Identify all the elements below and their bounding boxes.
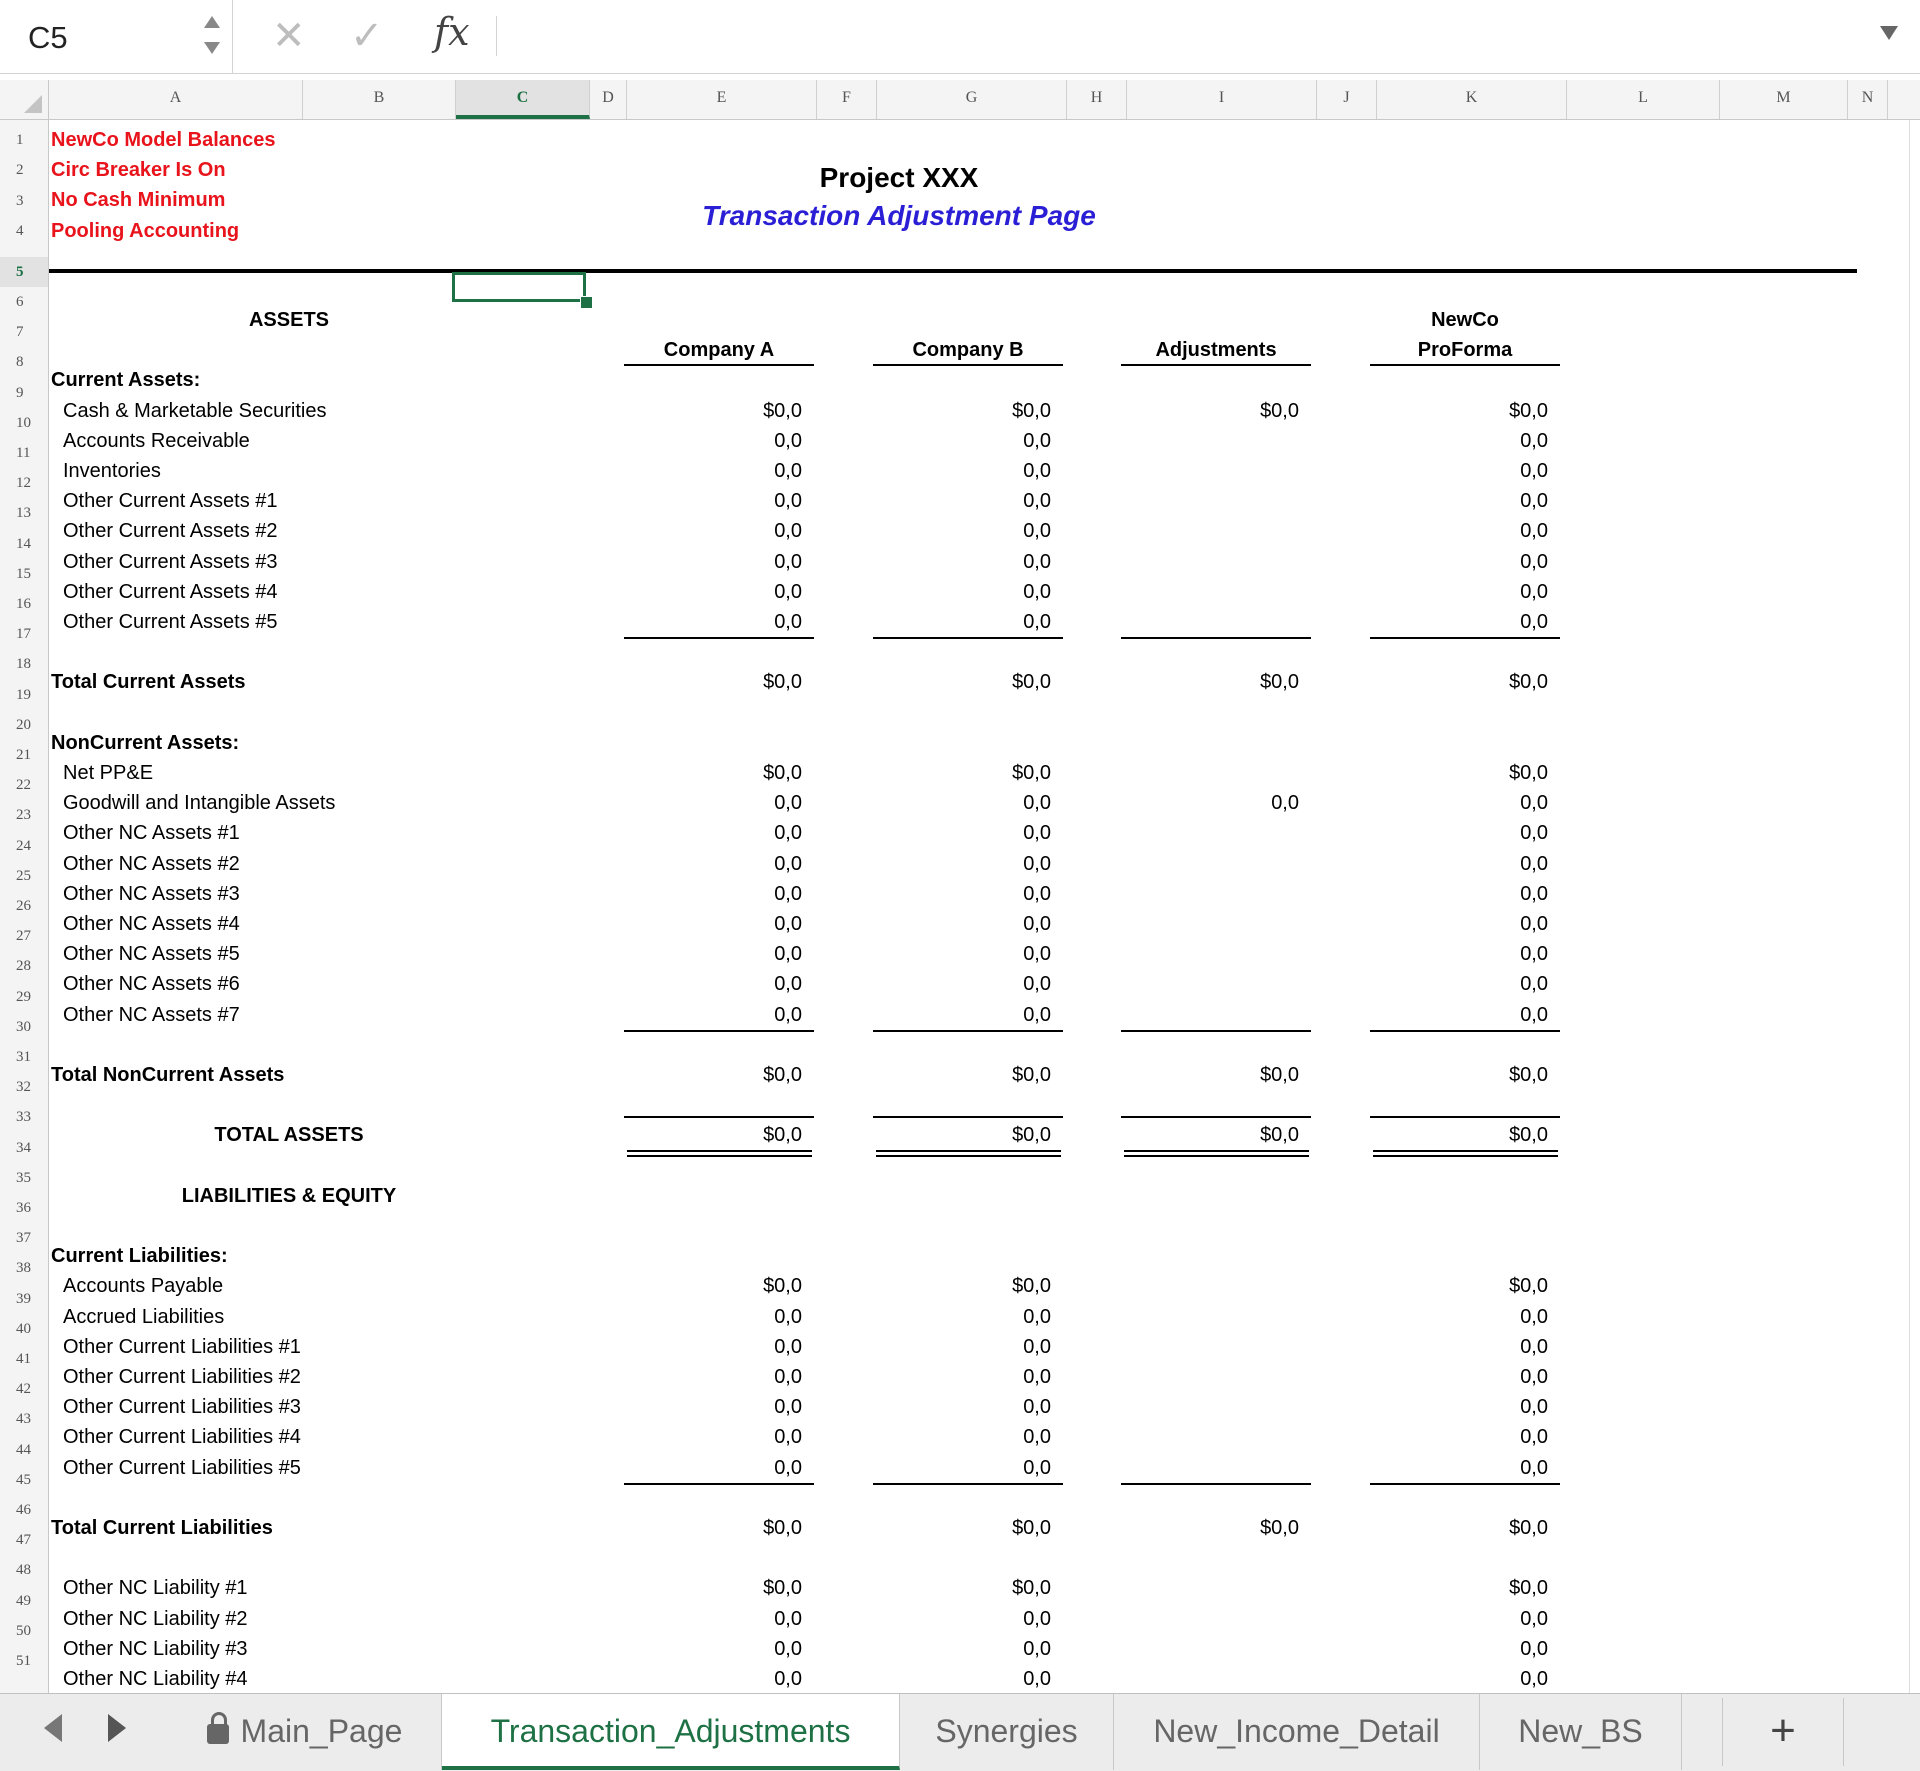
value-cell-n[interactable]: 0,0 — [1520, 460, 1548, 482]
header-underline — [1121, 364, 1311, 366]
value-cell-a[interactable]: 0,0 — [774, 1668, 802, 1690]
column-header-n[interactable]: N — [1848, 80, 1888, 119]
value-cell-n[interactable]: $0,0 — [1509, 1577, 1548, 1600]
sheet-grid[interactable] — [49, 120, 1920, 1693]
value-cell-n[interactable]: $0,0 — [1509, 671, 1548, 694]
value-cell-n[interactable]: 0,0 — [1520, 1366, 1548, 1388]
row-label[interactable]: Other Current Assets #2 — [63, 520, 278, 543]
row-label[interactable]: Other NC Assets #5 — [63, 943, 240, 966]
value-cell-n[interactable]: $0,0 — [1509, 1517, 1548, 1539]
row-header[interactable]: 34 — [16, 1139, 31, 1156]
row-header[interactable]: 14 — [16, 535, 31, 552]
row-label[interactable]: Other Current Liabilities #2 — [63, 1366, 301, 1388]
tab-label: New_BS — [1518, 1713, 1643, 1749]
column-header-d[interactable]: D — [590, 80, 627, 119]
column-header-h[interactable]: H — [1067, 80, 1127, 119]
column-header-a[interactable]: A — [49, 80, 303, 119]
value-cell-n[interactable]: 0,0 — [1520, 580, 1548, 603]
value-cell-n[interactable]: 0,0 — [1520, 1607, 1548, 1630]
value-cell-b[interactable]: $0,0 — [1012, 399, 1051, 422]
tab-synergies[interactable] — [900, 1694, 1114, 1770]
value-cell-adj[interactable]: $0,0 — [1260, 399, 1299, 422]
value-cell-b[interactable]: 0,0 — [1023, 550, 1051, 573]
row-header[interactable]: 15 — [16, 565, 31, 582]
row-header[interactable]: 6 — [16, 294, 24, 310]
row-header[interactable]: 31 — [16, 1049, 31, 1065]
value-cell-n[interactable]: 0,0 — [1520, 822, 1548, 845]
value-cell-b[interactable]: 0,0 — [1023, 973, 1051, 996]
value-cell-a[interactable]: 0,0 — [774, 1607, 802, 1630]
row-header[interactable]: 3 — [16, 192, 24, 209]
value-cell-a[interactable]: $0,0 — [763, 1275, 802, 1298]
row-label[interactable]: Other NC Assets #2 — [63, 852, 240, 875]
column-header-l[interactable]: L — [1567, 80, 1720, 119]
row-header[interactable]: 40 — [16, 1320, 31, 1337]
double-underline — [1373, 1150, 1558, 1152]
value-cell-n[interactable]: 0,0 — [1520, 550, 1548, 573]
row-label[interactable]: Other NC Assets #6 — [63, 973, 240, 996]
column-header-i[interactable]: I — [1127, 80, 1317, 119]
row-header[interactable]: 44 — [16, 1441, 31, 1458]
column-header-b[interactable]: B — [303, 80, 456, 119]
name-box-value[interactable]: C5 — [28, 20, 68, 55]
next-sheet-icon[interactable] — [108, 1714, 126, 1742]
row-header[interactable]: 18 — [16, 656, 31, 673]
lock-icon — [207, 1724, 229, 1744]
col-head-proforma[interactable]: ProForma — [1417, 339, 1513, 361]
double-underline — [876, 1150, 1061, 1152]
row-header[interactable]: 26 — [16, 898, 31, 914]
subtotal-underline — [624, 1483, 814, 1485]
page-subtitle[interactable]: Transaction Adjustment Page — [702, 200, 1096, 231]
value-cell-n[interactable]: 0,0 — [1520, 882, 1548, 905]
total-overline — [1370, 1116, 1560, 1118]
value-cell-a[interactable]: 0,0 — [774, 490, 802, 513]
column-header-j[interactable]: J — [1317, 80, 1377, 119]
row-header[interactable]: 9 — [16, 384, 24, 401]
value-cell-a[interactable]: 0,0 — [774, 822, 802, 845]
value-cell-b[interactable]: 0,0 — [1023, 1426, 1051, 1449]
row-label[interactable]: Goodwill and Intangible Assets — [63, 792, 336, 815]
name-box-stepper-icon[interactable] — [200, 10, 224, 62]
value-cell-b[interactable]: 0,0 — [1023, 943, 1051, 966]
value-cell-adj[interactable]: $0,0 — [1260, 1517, 1299, 1539]
subtotal-underline — [873, 1483, 1063, 1485]
value-cell-a[interactable]: 0,0 — [774, 882, 802, 905]
value-cell-b[interactable]: 0,0 — [1023, 882, 1051, 905]
row-label[interactable]: Other Current Assets #1 — [63, 490, 278, 513]
value-cell-b[interactable]: 0,0 — [1023, 429, 1051, 452]
tab-label: Transaction_Adjustments — [490, 1713, 851, 1749]
row-header[interactable]: 32 — [16, 1079, 31, 1096]
column-header-k[interactable]: K — [1377, 80, 1567, 119]
value-cell-adj[interactable]: $0,0 — [1260, 671, 1299, 694]
value-cell-n[interactable]: $0,0 — [1509, 762, 1548, 784]
value-cell-b[interactable]: 0,0 — [1023, 1396, 1051, 1419]
header-underline — [1370, 364, 1560, 366]
column-header-c[interactable]: C — [456, 80, 590, 119]
value-cell-n[interactable]: 0,0 — [1520, 1305, 1548, 1328]
row-label[interactable]: Other Current Assets #4 — [63, 580, 278, 603]
value-cell-n[interactable]: 0,0 — [1520, 1456, 1548, 1479]
value-cell-a[interactable]: 0,0 — [774, 792, 802, 815]
value-cell-b[interactable]: $0,0 — [1012, 1064, 1051, 1086]
row-header-column — [0, 120, 49, 1693]
value-cell-adj[interactable]: $0,0 — [1260, 1124, 1299, 1147]
row-label[interactable]: Other Current Liabilities #3 — [63, 1396, 301, 1419]
row-label[interactable]: Other NC Assets #1 — [63, 822, 240, 845]
formula-input[interactable] — [500, 8, 1860, 64]
row-label[interactable]: TOTAL ASSETS — [214, 1124, 364, 1147]
select-all-icon — [24, 95, 42, 113]
row-label[interactable]: Other Current Liabilities #4 — [63, 1426, 301, 1449]
value-cell-n[interactable]: $0,0 — [1509, 1064, 1548, 1086]
row-header[interactable]: 25 — [16, 867, 31, 884]
row-header[interactable]: 51 — [16, 1653, 31, 1669]
row-label[interactable]: Accounts Receivable — [63, 429, 250, 452]
value-cell-a[interactable]: 0,0 — [774, 611, 802, 633]
header-divider-line — [49, 269, 1857, 273]
tab-transaction-adjustments[interactable] — [442, 1694, 900, 1770]
value-cell-b[interactable]: 0,0 — [1023, 611, 1051, 633]
row-label[interactable]: Total Current Liabilities — [51, 1517, 273, 1539]
row-label[interactable]: Other NC Assets #3 — [63, 882, 240, 905]
row-header[interactable]: 50 — [16, 1622, 31, 1639]
prev-sheet-icon[interactable] — [44, 1714, 62, 1742]
value-cell-b[interactable]: 0,0 — [1023, 1366, 1051, 1388]
double-underline — [1124, 1150, 1309, 1152]
value-cell-b[interactable]: 0,0 — [1023, 822, 1051, 845]
row-header[interactable]: 39 — [16, 1290, 31, 1307]
value-cell-a[interactable]: 0,0 — [774, 460, 802, 482]
value-cell-b[interactable]: $0,0 — [1012, 1517, 1051, 1539]
column-header-m[interactable]: M — [1720, 80, 1848, 119]
row-label[interactable]: Total NonCurrent Assets — [51, 1064, 285, 1086]
value-cell-b[interactable]: $0,0 — [1012, 671, 1051, 694]
double-underline — [627, 1150, 812, 1152]
value-cell-b[interactable]: $0,0 — [1012, 1275, 1051, 1298]
row-header[interactable]: 43 — [16, 1411, 31, 1428]
row-header[interactable]: 29 — [16, 988, 31, 1005]
row-header[interactable]: 5 — [0, 257, 48, 287]
select-all-corner[interactable] — [0, 80, 49, 119]
value-cell-a[interactable]: $0,0 — [763, 1064, 802, 1086]
row-header[interactable]: 41 — [16, 1351, 31, 1367]
value-cell-n[interactable]: 0,0 — [1520, 1426, 1548, 1449]
value-cell-a[interactable]: $0,0 — [763, 1517, 802, 1539]
subtotal-underline — [873, 1030, 1063, 1032]
column-header-row — [0, 80, 1920, 120]
value-cell-n[interactable]: 0,0 — [1520, 852, 1548, 875]
subtotal-underline — [873, 637, 1063, 639]
row-label[interactable]: Net PP&E — [63, 762, 154, 784]
row-label[interactable]: Other Current Liabilities #1 — [63, 1335, 301, 1358]
value-cell-b[interactable]: $0,0 — [1012, 1124, 1051, 1147]
value-cell-a[interactable]: 0,0 — [774, 580, 802, 603]
row-header[interactable]: 4 — [16, 222, 24, 239]
value-cell-n[interactable]: 0,0 — [1520, 1668, 1548, 1690]
row-header[interactable]: 17 — [16, 626, 31, 643]
value-cell-n[interactable]: 0,0 — [1520, 973, 1548, 996]
subtotal-underline — [1370, 1030, 1560, 1032]
flag-label[interactable]: No Cash Minimum — [51, 189, 226, 211]
value-cell-n[interactable]: 0,0 — [1520, 429, 1548, 452]
total-overline — [1121, 1116, 1311, 1118]
header-underline — [624, 364, 814, 366]
value-cell-n[interactable]: 0,0 — [1520, 1396, 1548, 1419]
subtotal-underline — [1370, 1483, 1560, 1485]
name-box[interactable] — [0, 0, 233, 73]
value-cell-a[interactable]: 0,0 — [774, 1335, 802, 1358]
formula-bar — [0, 0, 1920, 74]
subtotal-underline — [1370, 637, 1560, 639]
tab-label: Main_Page — [240, 1713, 403, 1749]
row-header[interactable]: 16 — [16, 596, 31, 612]
row-label[interactable]: Other Current Assets #3 — [63, 550, 278, 573]
col-head-newco[interactable]: NewCo — [1431, 309, 1499, 331]
value-cell-a[interactable]: 0,0 — [774, 550, 802, 573]
tab-label: Synergies — [935, 1713, 1078, 1749]
value-cell-b[interactable]: 0,0 — [1023, 490, 1051, 513]
row-header[interactable]: 10 — [16, 414, 31, 431]
tab-main-page[interactable] — [168, 1694, 442, 1770]
value-cell-b[interactable]: 0,0 — [1023, 1607, 1051, 1630]
liabilities-heading[interactable]: LIABILITIES & EQUITY — [181, 1185, 397, 1207]
value-cell-a[interactable]: 0,0 — [774, 852, 802, 875]
row-header[interactable]: 28 — [16, 958, 31, 975]
row-header[interactable]: 38 — [16, 1260, 31, 1277]
value-cell-b[interactable]: 0,0 — [1023, 1305, 1051, 1328]
row-label[interactable]: Other NC Assets #4 — [63, 913, 240, 935]
value-cell-b[interactable]: $0,0 — [1012, 762, 1051, 784]
value-cell-a[interactable]: 0,0 — [774, 1456, 802, 1479]
row-header[interactable]: 13 — [16, 505, 31, 522]
row-header[interactable]: 11 — [16, 445, 31, 461]
value-cell-a[interactable]: 0,0 — [774, 943, 802, 966]
value-cell-b[interactable]: 0,0 — [1023, 792, 1051, 815]
tab-label: New_Income_Detail — [1153, 1713, 1440, 1749]
header-underline — [873, 364, 1063, 366]
value-cell-n[interactable]: 0,0 — [1520, 520, 1548, 543]
column-header-f[interactable]: F — [817, 80, 877, 119]
row-header[interactable]: 35 — [16, 1169, 31, 1186]
row-header[interactable]: 23 — [16, 807, 31, 824]
value-cell-n[interactable]: 0,0 — [1520, 1335, 1548, 1358]
row-header[interactable]: 47 — [16, 1532, 31, 1549]
flag-label[interactable]: Pooling Accounting — [51, 220, 240, 242]
vertical-scrollbar[interactable] — [1909, 120, 1920, 1693]
row-header[interactable]: 45 — [16, 1471, 31, 1488]
row-header[interactable]: 8 — [16, 354, 24, 371]
tab-new-bs[interactable] — [1480, 1694, 1682, 1770]
assets-heading[interactable]: ASSETS — [248, 309, 330, 331]
selected-cell-outline[interactable] — [452, 272, 586, 302]
expand-formula-bar-icon[interactable] — [1880, 26, 1898, 40]
row-label[interactable]: Current Liabilities: — [51, 1245, 228, 1268]
subtotal-underline — [1121, 1483, 1311, 1485]
sheet-tab-bar — [0, 1693, 1920, 1771]
value-cell-b[interactable]: $0,0 — [1012, 1577, 1051, 1600]
row-label[interactable]: Accrued Liabilities — [63, 1305, 225, 1328]
row-header[interactable]: 2 — [16, 162, 24, 179]
row-label[interactable]: Other NC Assets #7 — [63, 1003, 240, 1026]
value-cell-b[interactable]: 0,0 — [1023, 1456, 1051, 1479]
row-header[interactable]: 49 — [16, 1592, 31, 1609]
col-head-company-b[interactable]: Company B — [912, 339, 1024, 361]
value-cell-a[interactable]: $0,0 — [763, 762, 802, 784]
row-label[interactable]: Inventories — [63, 460, 161, 482]
value-cell-b[interactable]: 0,0 — [1023, 852, 1051, 875]
row-label[interactable]: Other NC Liability #1 — [63, 1577, 248, 1600]
row-label[interactable]: Cash & Marketable Securities — [63, 399, 327, 422]
value-cell-a[interactable]: 0,0 — [774, 429, 802, 452]
value-cell-b[interactable]: 0,0 — [1023, 913, 1051, 935]
value-cell-b[interactable]: 0,0 — [1023, 520, 1051, 543]
row-header[interactable]: 7 — [16, 324, 24, 341]
page-title[interactable]: Project XXX — [819, 162, 979, 193]
double-underline — [1124, 1155, 1309, 1157]
row-label[interactable]: Accounts Payable — [63, 1275, 224, 1298]
value-cell-b[interactable]: 0,0 — [1023, 580, 1051, 603]
row-header[interactable]: 1 — [16, 132, 24, 148]
double-underline — [627, 1155, 812, 1157]
row-header[interactable]: 19 — [16, 686, 31, 703]
column-header-g[interactable]: G — [877, 80, 1067, 119]
value-cell-n[interactable]: 0,0 — [1520, 490, 1548, 513]
value-cell-n[interactable]: 0,0 — [1520, 1637, 1548, 1660]
value-cell-a[interactable]: 0,0 — [774, 1426, 802, 1449]
value-cell-a[interactable]: 0,0 — [774, 1305, 802, 1328]
row-header[interactable]: 20 — [16, 716, 31, 733]
row-label[interactable]: Other NC Liability #3 — [63, 1637, 248, 1660]
subtotal-underline — [1121, 637, 1311, 639]
row-header[interactable]: 30 — [16, 1018, 31, 1035]
value-cell-b[interactable]: 0,0 — [1023, 1003, 1051, 1026]
value-cell-b[interactable]: 0,0 — [1023, 1637, 1051, 1660]
row-header[interactable]: 42 — [16, 1381, 31, 1398]
row-label[interactable]: Other Current Assets #5 — [63, 611, 278, 633]
subtotal-underline — [624, 637, 814, 639]
row-label[interactable]: NonCurrent Assets: — [51, 731, 240, 754]
row-header[interactable]: 22 — [16, 777, 31, 794]
double-underline — [876, 1155, 1061, 1157]
row-label[interactable]: Other Current Liabilities #5 — [63, 1456, 301, 1479]
value-cell-a[interactable]: 0,0 — [774, 1003, 802, 1026]
value-cell-b[interactable]: 0,0 — [1023, 1335, 1051, 1358]
value-cell-adj[interactable]: $0,0 — [1260, 1064, 1299, 1086]
row-header[interactable]: 37 — [16, 1230, 31, 1247]
row-header[interactable]: 36 — [16, 1200, 31, 1216]
formula-bar-divider — [496, 16, 497, 56]
total-overline — [873, 1116, 1063, 1118]
col-head-company-a[interactable]: Company A — [663, 339, 775, 361]
value-cell-adj[interactable]: 0,0 — [1271, 792, 1299, 815]
flag-label[interactable]: NewCo Model Balances — [51, 129, 276, 151]
value-cell-n[interactable]: $0,0 — [1509, 1124, 1548, 1147]
total-overline — [624, 1116, 814, 1118]
col-head-adjustments[interactable]: Adjustments — [1155, 339, 1277, 361]
subtotal-underline — [1121, 1030, 1311, 1032]
value-cell-n[interactable]: 0,0 — [1520, 611, 1548, 633]
value-cell-a[interactable]: 0,0 — [774, 913, 802, 935]
flag-label[interactable]: Circ Breaker Is On — [51, 159, 226, 181]
row-label[interactable]: Current Assets: — [51, 369, 201, 392]
value-cell-a[interactable]: 0,0 — [774, 1637, 802, 1660]
row-header[interactable]: 12 — [16, 475, 31, 492]
value-cell-n[interactable]: 0,0 — [1520, 792, 1548, 815]
value-cell-a[interactable]: $0,0 — [763, 1577, 802, 1600]
value-cell-b[interactable]: 0,0 — [1023, 1668, 1051, 1690]
function-icon[interactable]: fx — [434, 10, 470, 54]
value-cell-a[interactable]: $0,0 — [763, 399, 802, 422]
column-header-e[interactable]: E — [627, 80, 817, 119]
fill-handle[interactable] — [580, 296, 593, 309]
value-cell-a[interactable]: 0,0 — [774, 1396, 802, 1419]
confirm-icon[interactable]: ✓ — [350, 14, 384, 58]
value-cell-n[interactable]: 0,0 — [1520, 1003, 1548, 1026]
row-label[interactable]: Total Current Assets — [51, 671, 246, 694]
double-underline — [1373, 1155, 1558, 1157]
value-cell-a[interactable]: 0,0 — [774, 520, 802, 543]
row-header[interactable]: 24 — [16, 837, 31, 854]
row-header[interactable]: 48 — [16, 1562, 31, 1579]
row-header[interactable]: 46 — [16, 1502, 31, 1518]
value-cell-b[interactable]: 0,0 — [1023, 460, 1051, 482]
row-label[interactable]: Other NC Liability #2 — [63, 1607, 248, 1630]
cancel-icon[interactable]: ✕ — [272, 14, 306, 58]
value-cell-n[interactable]: $0,0 — [1509, 399, 1548, 422]
value-cell-a[interactable]: 0,0 — [774, 1366, 802, 1388]
value-cell-a[interactable]: $0,0 — [763, 671, 802, 694]
tab-new-income-detail[interactable] — [1114, 1694, 1480, 1770]
value-cell-a[interactable]: 0,0 — [774, 973, 802, 996]
value-cell-n[interactable]: 0,0 — [1520, 913, 1548, 935]
subtotal-underline — [624, 1030, 814, 1032]
row-label[interactable]: Other NC Liability #4 — [63, 1668, 248, 1690]
add-sheet-button[interactable]: + — [1722, 1698, 1844, 1766]
row-header[interactable]: 21 — [16, 747, 31, 763]
value-cell-n[interactable]: $0,0 — [1509, 1275, 1548, 1298]
value-cell-n[interactable]: 0,0 — [1520, 943, 1548, 966]
row-header[interactable]: 33 — [16, 1109, 31, 1126]
value-cell-a[interactable]: $0,0 — [763, 1124, 802, 1147]
row-header[interactable]: 27 — [16, 928, 31, 945]
